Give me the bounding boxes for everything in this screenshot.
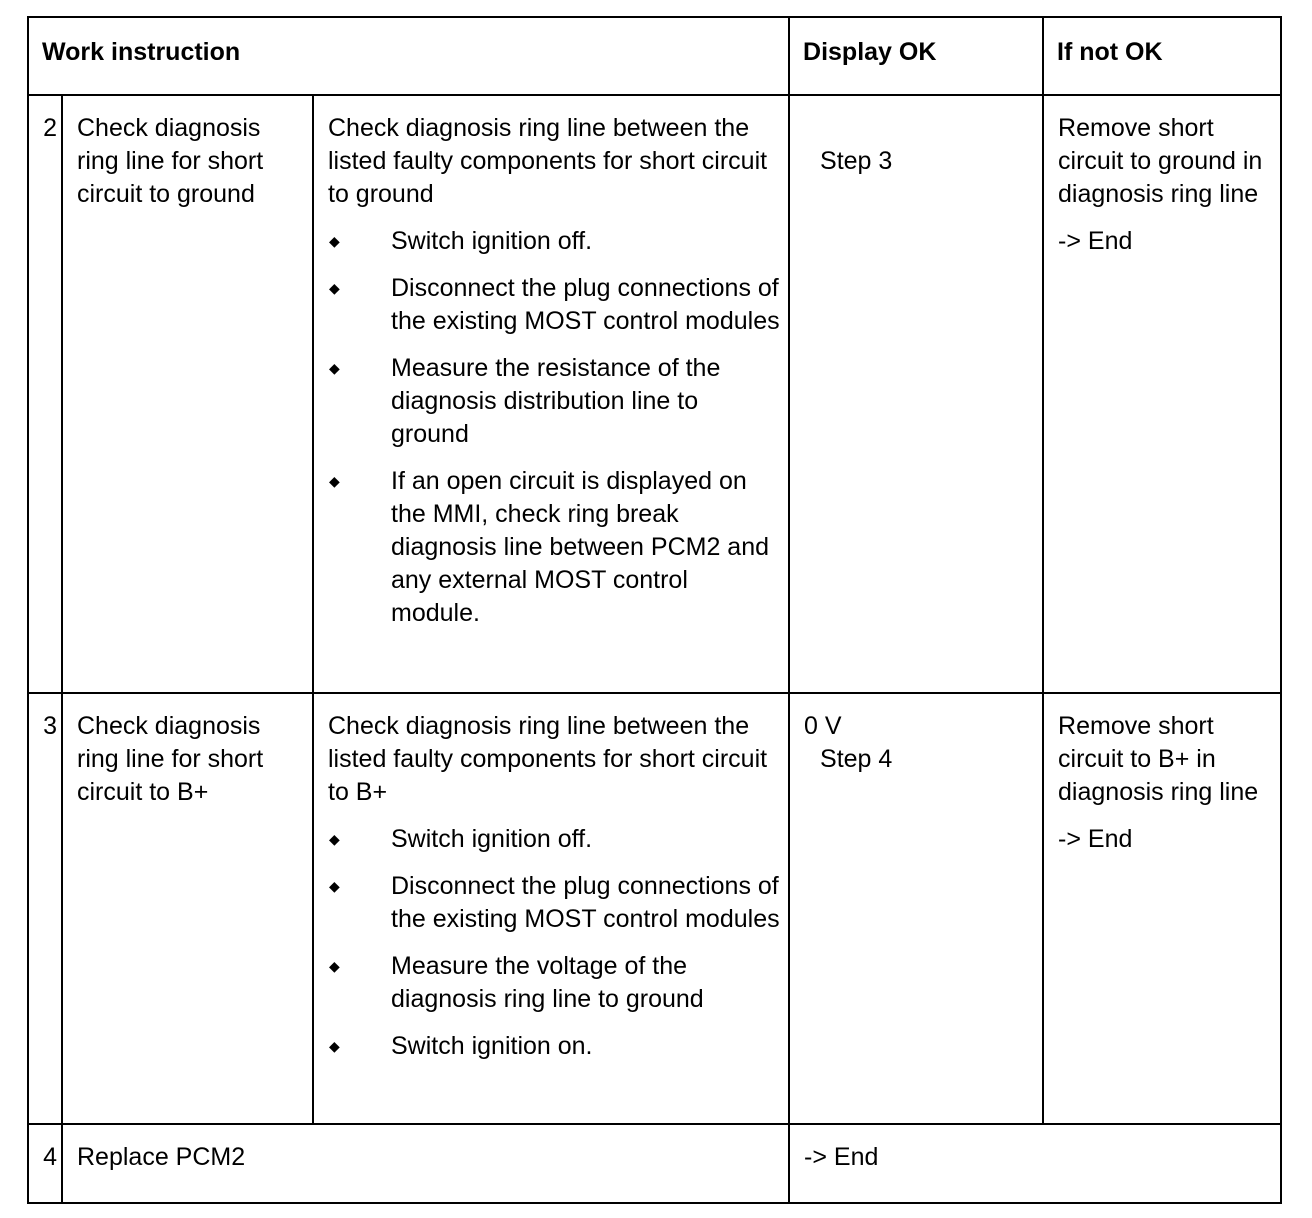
display-ok-cell: -> End — [789, 1124, 1281, 1203]
table-row-step-4 — [28, 1124, 1281, 1203]
bullet-text: Disconnect the plug connections of the existing MOST control modules — [391, 274, 780, 335]
list-item — [328, 352, 782, 451]
if-not-ok-cell — [1043, 693, 1281, 1124]
bullet-text: Measure the voltage of the diagnosis ring line to ground — [391, 952, 704, 1013]
bullet-text: Switch ignition on. — [391, 1032, 593, 1060]
list-item — [328, 1030, 782, 1063]
list-item — [328, 823, 782, 856]
diamond-bullet-icon: ◆ — [329, 473, 340, 489]
next-step: Step 3 — [820, 147, 893, 175]
next-step: Step 4 — [820, 745, 893, 773]
bullet-list — [328, 823, 782, 1063]
bullet-text: If an open circuit is displayed on the MMI, check ring break diagnosis line between PCM2 and any external MOST control module. — [391, 467, 770, 627]
detail-text: Check diagnosis ring line between the listed faulty components for short circuit to B+ — [328, 712, 768, 806]
bullet-text: Switch ignition off. — [391, 227, 593, 255]
detail-text: Check diagnosis ring line between the listed faulty components for short circuit to ground — [328, 114, 768, 208]
end-marker: -> End — [1058, 825, 1133, 853]
list-item — [328, 225, 782, 258]
bullet-text: Measure the resistance of the diagnosis distribution line to ground — [391, 354, 721, 448]
list-item — [328, 950, 782, 1016]
if-not-ok-text: Remove short circuit to B+ in diagnosis ring line — [1058, 712, 1259, 806]
measured-value: 0 V — [804, 712, 842, 740]
detail-instruction — [313, 95, 789, 693]
if-not-ok-cell — [1043, 95, 1281, 693]
diamond-bullet-icon: ◆ — [329, 233, 340, 249]
step-number: 3 — [28, 693, 62, 1124]
bullet-list — [328, 225, 782, 630]
step-number: 4 — [28, 1124, 62, 1203]
header-if-not-ok: If not OK — [1043, 17, 1281, 95]
short-instruction: Replace PCM2 — [62, 1124, 789, 1203]
diamond-bullet-icon: ◆ — [329, 280, 340, 296]
display-ok-cell — [789, 693, 1043, 1124]
header-row — [28, 17, 1281, 95]
diamond-bullet-icon: ◆ — [329, 1038, 340, 1054]
diamond-bullet-icon: ◆ — [329, 958, 340, 974]
header-display-ok: Display OK — [789, 17, 1043, 95]
diamond-bullet-icon: ◆ — [329, 878, 340, 894]
step-number: 2 — [28, 95, 62, 693]
short-instruction: Check diagnosis ring line for short circuit to B+ — [62, 693, 313, 1124]
bullet-text: Disconnect the plug connections of the existing MOST control modules — [391, 872, 780, 933]
list-item — [328, 465, 782, 630]
table-row-step-3 — [28, 693, 1281, 1124]
detail-instruction — [313, 693, 789, 1124]
diamond-bullet-icon: ◆ — [329, 360, 340, 376]
header-work-instruction: Work instruction — [28, 17, 789, 95]
list-item — [328, 272, 782, 338]
display-ok-cell — [789, 95, 1043, 693]
table-row-step-2 — [28, 95, 1281, 693]
short-instruction: Check diagnosis ring line for short circuit to ground — [62, 95, 313, 693]
diamond-bullet-icon: ◆ — [329, 831, 340, 847]
end-marker: -> End — [1058, 227, 1133, 255]
list-item — [328, 870, 782, 936]
if-not-ok-text: Remove short circuit to ground in diagnosis ring line — [1058, 114, 1263, 208]
bullet-text: Switch ignition off. — [391, 825, 593, 853]
work-instruction-table — [27, 16, 1282, 1204]
